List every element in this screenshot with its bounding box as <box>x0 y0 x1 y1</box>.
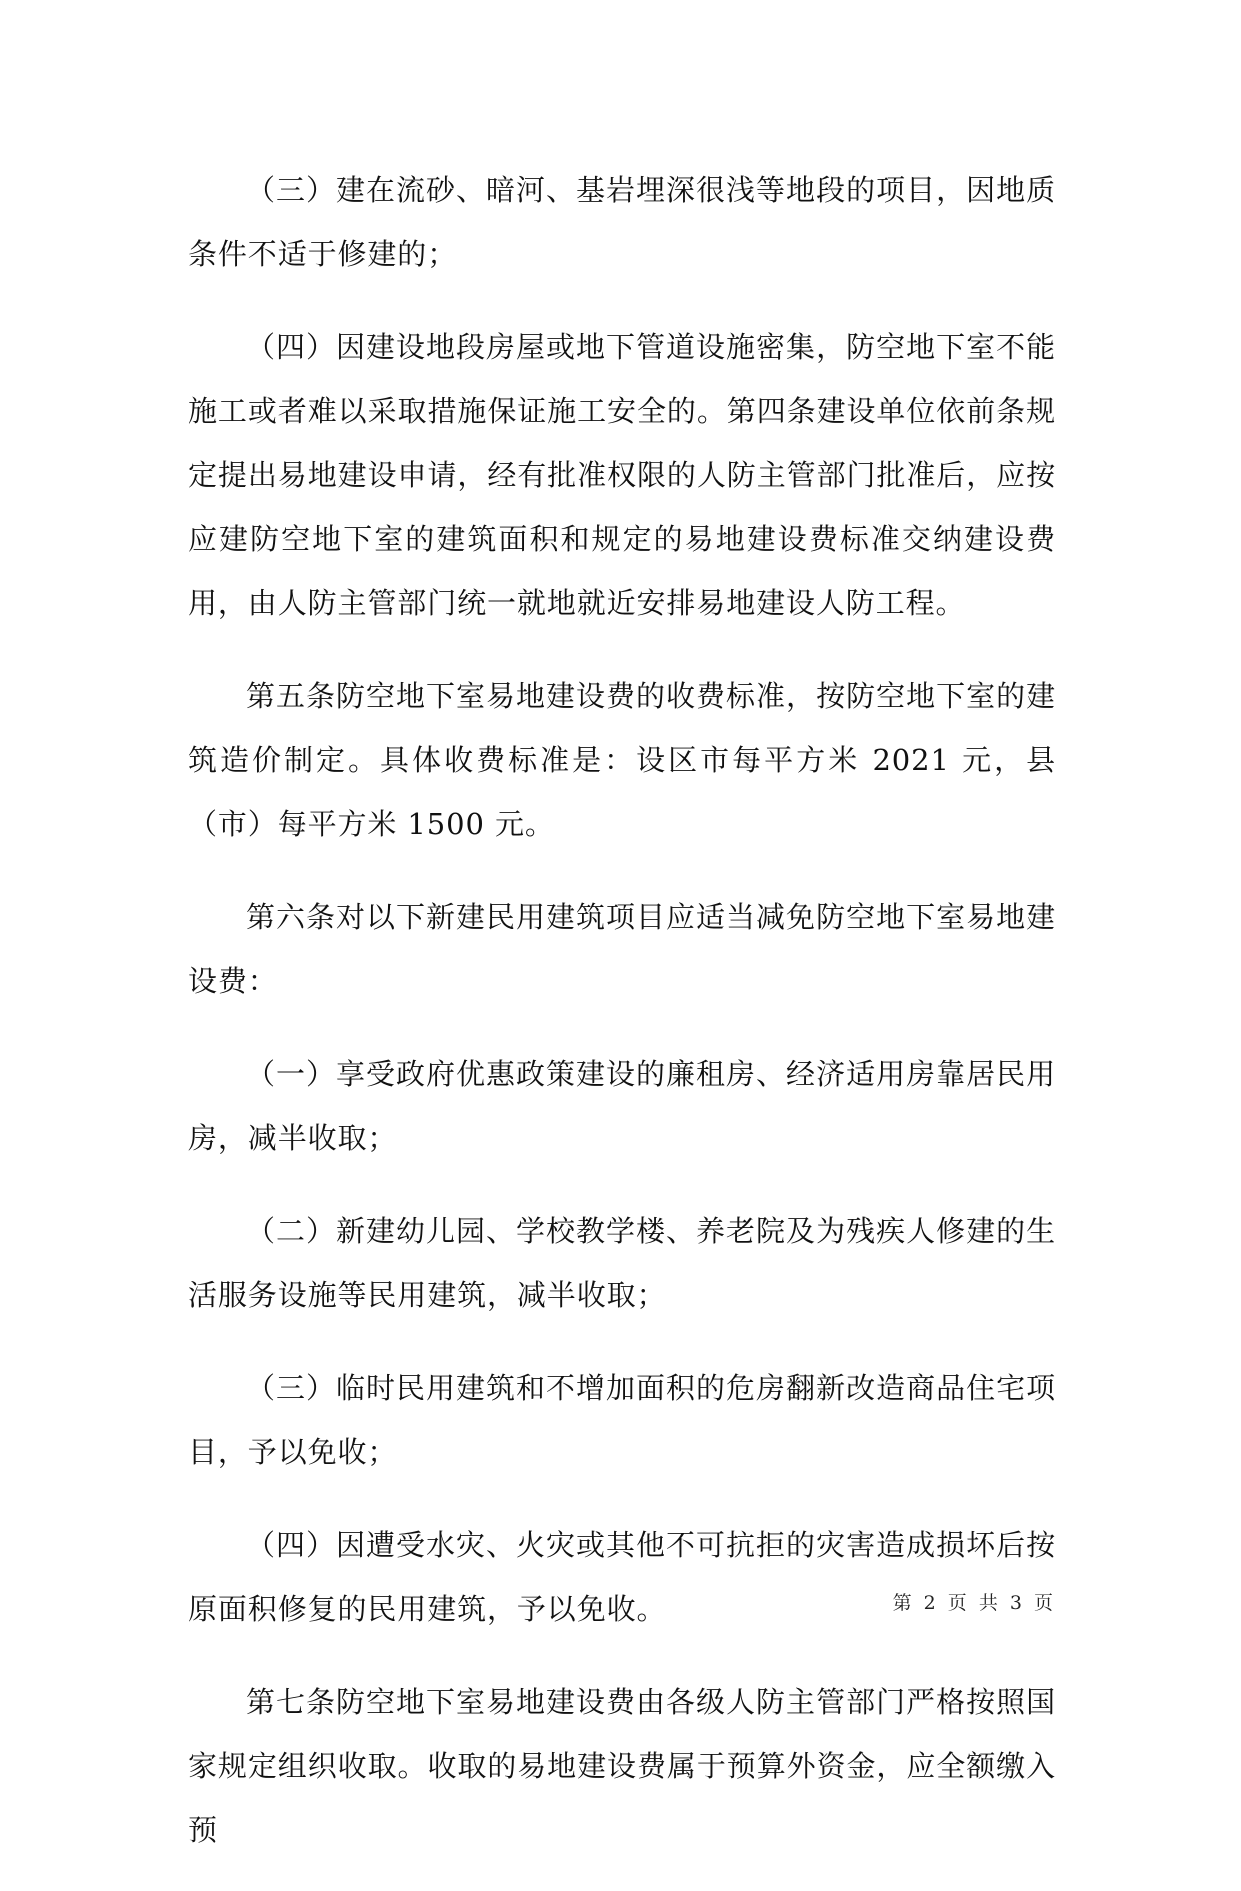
paragraph-item-1-affordable-housing: （一）享受政府优惠政策建设的廉租房、经济适用房靠居民用房，减半收取； <box>188 1057 1056 1155</box>
paragraph-item-3-temporary-buildings: （三）临时民用建筑和不增加面积的危房翻新改造商品住宅项目，予以免收； <box>188 1371 1056 1469</box>
paragraph-item-4-disaster-repair: （四）因遭受水灾、火灾或其他不可抗拒的灾害造成损坏后按原面积修复的民用建筑，予以免收。 <box>188 1528 1056 1626</box>
paragraph-article-6: 第六条对以下新建民用建筑项目应适当减免防空地下室易地建设费： <box>188 900 1056 998</box>
document-body <box>188 158 1056 1891</box>
paragraph-article-5: 第五条防空地下室易地建设费的收费标准，按防空地下室的建筑造价制定。具体收费标准是：设区市每平方米 2021 元，县（市）每平方米 1500 元。 <box>188 679 1056 841</box>
paragraph-item-4-dense-facilities: （四）因建设地段房屋或地下管道设施密集，防空地下室不能施工或者难以采取措施保证施工安全的。第四条建设单位依前条规定提出易地建设申请，经有批准权限的人防主管部门批准后，应按应建防空地下室的建筑面积和规定的易地建设费标准交纳建设费用，由人防主管部门统一就地就近安排易地建设人防工程。 <box>188 330 1056 620</box>
paragraph-item-3-geology: （三）建在流砂、暗河、基岩埋深很浅等地段的项目，因地质条件不适于修建的； <box>188 173 1056 271</box>
paragraph-item-2-public-facilities: （二）新建幼儿园、学校教学楼、养老院及为残疾人修建的生活服务设施等民用建筑，减半收取； <box>188 1214 1056 1312</box>
paragraph-article-7: 第七条防空地下室易地建设费由各级人防主管部门严格按照国家规定组织收取。收取的易地建设费属于预算外资金，应全额缴入预 <box>188 1685 1056 1847</box>
page-number-footer: 第 2 页 共 3 页 <box>892 1592 1056 1614</box>
